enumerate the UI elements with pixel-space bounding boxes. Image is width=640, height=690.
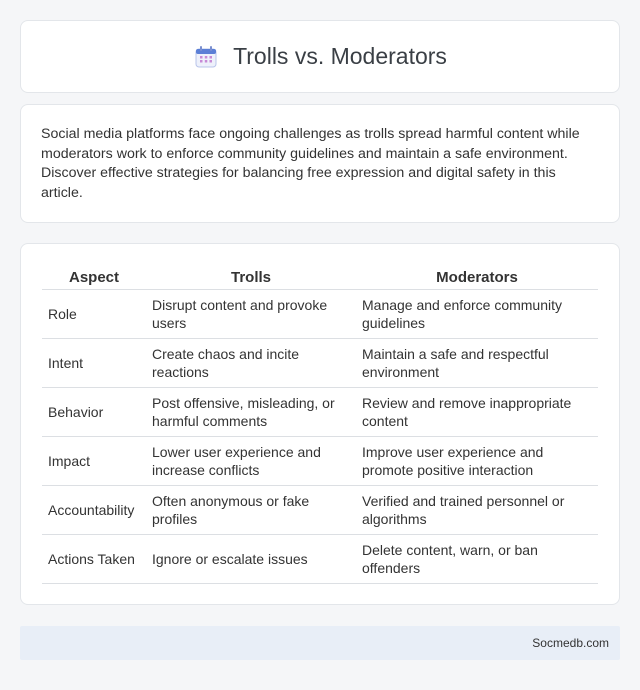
intro-card (20, 104, 620, 223)
table-row (42, 339, 598, 388)
column-header-aspect: Aspect (42, 266, 146, 290)
table-row (42, 290, 598, 339)
cell-moderators: Maintain a safe and respectful environment (356, 339, 598, 388)
title-card (20, 20, 620, 93)
cell-trolls: Post offensive, misleading, or harmful comments (146, 388, 356, 437)
column-header-moderators: Moderators (356, 266, 598, 290)
cell-aspect: Accountability (42, 486, 146, 535)
calendar-icon (193, 44, 219, 70)
cell-trolls: Create chaos and incite reactions (146, 339, 356, 388)
cell-aspect: Actions Taken (42, 535, 146, 584)
cell-trolls: Lower user experience and increase conflicts (146, 437, 356, 486)
cell-moderators: Verified and trained personnel or algorithms (356, 486, 598, 535)
comparison-table (42, 266, 598, 584)
cell-moderators: Delete content, warn, or ban offenders (356, 535, 598, 584)
cell-moderators: Improve user experience and promote positive interaction (356, 437, 598, 486)
page-title: Trolls vs. Moderators (233, 43, 447, 69)
cell-aspect: Role (42, 290, 146, 339)
cell-aspect: Intent (42, 339, 146, 388)
column-header-trolls: Trolls (146, 266, 356, 290)
cell-trolls: Disrupt content and provoke users (146, 290, 356, 339)
table-row (42, 486, 598, 535)
cell-moderators: Manage and enforce community guidelines (356, 290, 598, 339)
cell-trolls: Ignore or escalate issues (146, 535, 356, 584)
cell-trolls: Often anonymous or fake profiles (146, 486, 356, 535)
table-row (42, 388, 598, 437)
table-header-row (42, 266, 598, 290)
footer-bar (20, 626, 620, 660)
title-row (193, 43, 447, 70)
table-row (42, 535, 598, 584)
cell-moderators: Review and remove inappropriate content (356, 388, 598, 437)
cell-aspect: Impact (42, 437, 146, 486)
intro-paragraph: Social media platforms face ongoing challenges as trolls spread harmful content while moderators work to enforce community guidelines and maintain a safe environment. Discover effective strategies for balancing free expression and digital safety in this article. (41, 126, 580, 201)
cell-aspect: Behavior (42, 388, 146, 437)
footer-site-link[interactable]: Socmedb.com (532, 636, 609, 650)
table-row (42, 437, 598, 486)
table-card (20, 243, 620, 605)
